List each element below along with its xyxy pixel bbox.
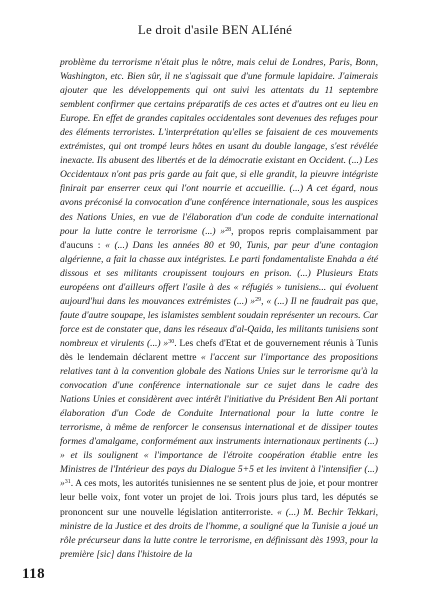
quote-text: problème du terrorisme n'était plus le nôtre, mais celui de Londres, Paris, Bonn, Washington, etc. Bien sûr, il ne s'agissait que d'une formule lapidaire. J'aimerais ajouter que les développements qui ont suivi les attentats du 11 septembre semblent confirmer que certains préparatifs de ces actes et d'autres ont eu lieu en Europe. En effet de grandes capitales occidentales sont devenues des refuges pour des éléments terroristes. L'interprétation qu'elles se faisaient de ces mouvements extrémistes, qui ont trompé leurs hôtes en usant du double langage, s'est révélée inexacte. Ils abusent des libertés et de la démocratie existant en Occident. (...) Les Occidentaux n'ont pas pris garde au fait que, si elle grandit, la pieuvre intégriste finirait par enserrer ceux qui l'ont nourrie et accueillie. (...) A cet égard, nous avons préconisé la convocation d'une conférence internationale, sous les auspices des Nations Unies, en vue de l'élaboration d'un code de conduite international pour la lutte contre le terrorisme (...) » (60, 57, 378, 237)
footnote-ref: 28 (225, 226, 232, 233)
quote-text: « l'accent sur l'importance des propositions relatives tant à la convention globale des Nations Unies sur le terrorisme qu'à la convocation d'une conférence internationale sur ce sujet dans le cadre des Nations Unies et considèrent avec intérêt l'initiative du Président Ben Ali portant élaboration d'un Code de Conduite International pour la lutte contre le terrorisme, à même de renforcer le consensus international et de dissiper toutes formes d'amalgame, conformément aux instruments internationaux pertinents (...) » et ils soulignent « l'importance de l'étroite coopération établie entre les Ministres de l'Intérieur des pays du Dialogue 5+5 et les invitent à l'intensifier (...) » (60, 351, 378, 490)
plain-text: , propos repris complaisamment par d'aucuns : (60, 225, 378, 251)
footnote-ref: 31 (64, 479, 71, 486)
quote-text: « (...) Dans les années 80 et 90, Tunis, par peur d'une contagion algérienne, a fait la chasse aux intégristes. Le parti fondamentaliste Enahda a été dissous et ses militants croupissent toujours en prison. (...) Plusieurs Etats européens ont d'ailleurs offert l'asile à des « réfugiés » tunisiens... qui évoluent aujourd'hui dans les mouvances extrémistes (...) » (60, 239, 378, 307)
page-number: 118 (22, 566, 46, 582)
plain-text: . A ces mots, les autorités tunisiennes ne se sentent plus de joie, et pour montrer leur belle voix, font voter un projet de loi. Trois jours plus tard, les députés se prononcent sur une nouvelle législation antiterroriste. (60, 478, 378, 518)
footnote-ref: 30 (168, 338, 175, 345)
footnote-ref: 29 (255, 296, 262, 303)
body-text (60, 56, 378, 562)
plain-text: . Les chefs d'Etat et de gouvernement réunis à Tunis dès le lendemain déclarent mettre (60, 337, 378, 363)
quote-text: « (...) M. Bechir Tekkari, ministre de la Justice et des droits de l'homme, a souligné que la Tunisie a joué un rôle précurseur dans la lutte contre le terrorisme, en définissant dès 1993, pour la première [sic] dans l'histoire de la (60, 506, 378, 560)
running-title: Le droit d'asile BEN ALIéné (137, 22, 293, 37)
paragraph (60, 56, 378, 562)
quote-text: , « (...) Il ne faudrait pas que, faute d'autre soupape, les islamistes semblent soudain représenter un recours. Car force est de constater que, dans les réseaux d'al-Qaida, les militants tunisiens sont nombreux et virulents (...) » (60, 295, 378, 349)
